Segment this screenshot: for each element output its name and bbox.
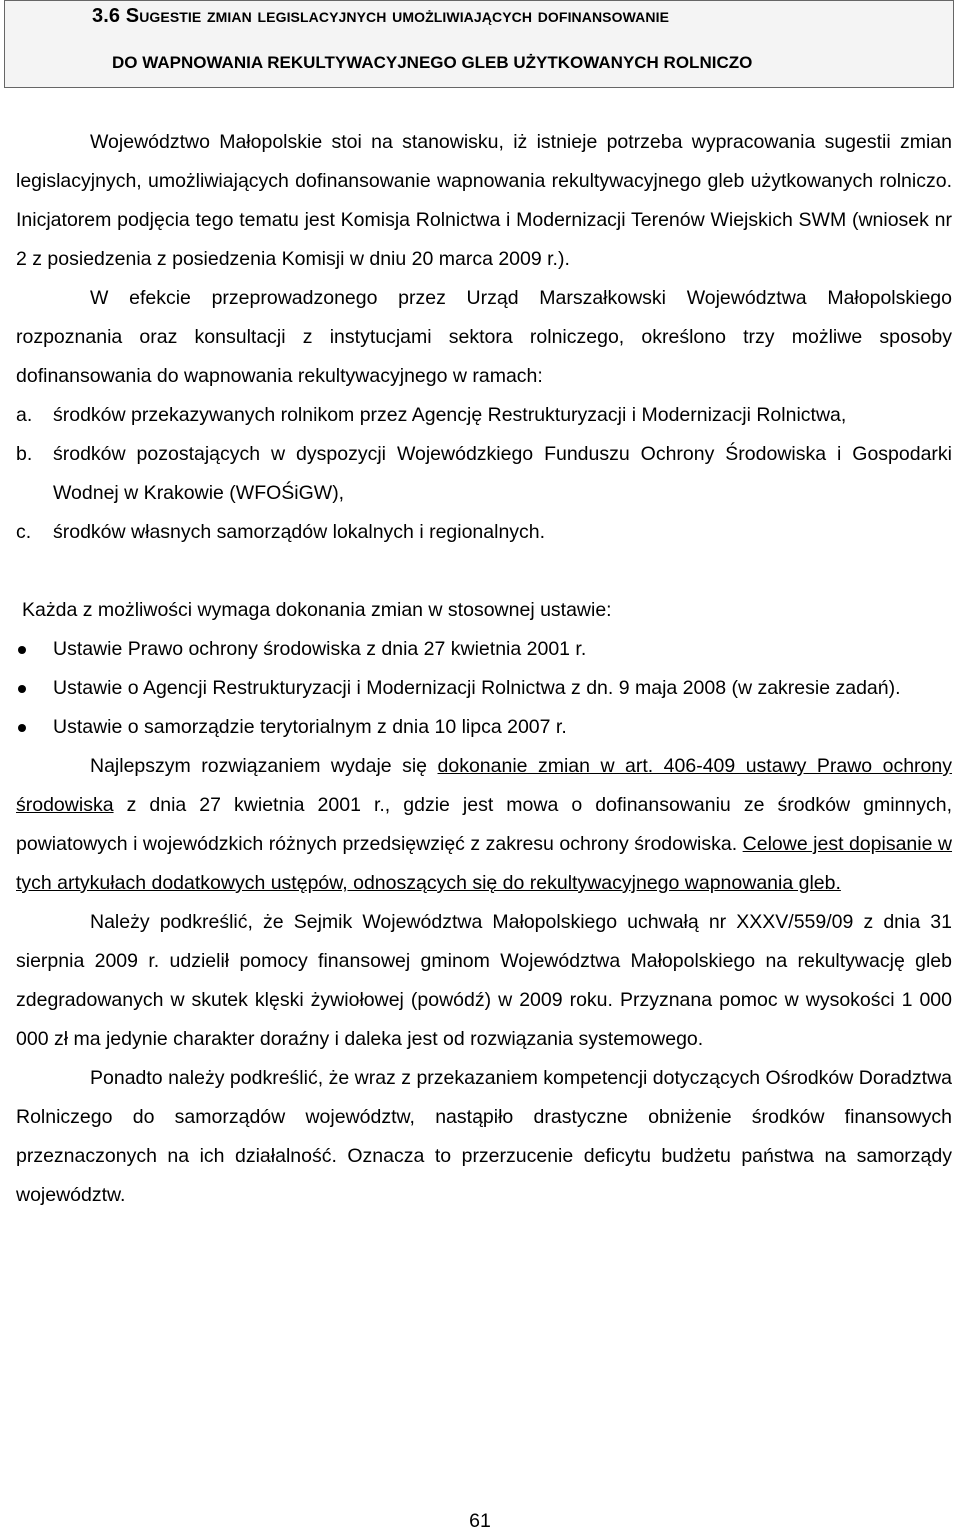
bullet-icon [18,724,26,732]
underlined-text: dokonanie zmian w art. 406-409 ustawy Prawo ochrony środowiska [16,755,952,816]
list-item-text: Ustawie o samorządzie terytorialnym z dnia 10 lipca 2007 r. [53,716,567,738]
laws-list [16,630,952,747]
list-item-text: Ustawie o Agencji Restrukturyzacji i Modernizacji Rolnictwa z dn. 9 maja 2008 (w zakresie zadań). [53,677,901,699]
bullet-icon [18,685,26,693]
list-marker: b. [16,443,33,465]
paragraph-sejmik-resolution: Należy podkreślić, że Sejmik Województwa Małopolskiego uchwałą nr XXXV/559/09 z dnia 31 sierpnia 2009 r. udzielił pomocy finansowej gminom Województwa Małopolskiego na rekultywację gleb zdegradowanych w skutek klęski żywiołowej (powódź) w 2009 roku. Przyznana pomoc w wysokości 1 000 000 zł ma jedynie charakter doraźny i daleka jest od rozwiązania systemowego. [16,911,952,1050]
list-item [16,630,952,669]
list-item-text: środków pozostających w dyspozycji Wojewódzkiego Funduszu Ochrony Środowiska i Gospodarki Wodnej w Krakowie (WFOŚiGW), [53,443,952,504]
financing-options-list [16,396,952,552]
list-item-text: Ustawie Prawo ochrony środowiska z dnia 27 kwietnia 2001 r. [53,638,587,660]
page-number: 61 [469,1510,491,1532]
list-item [16,513,952,552]
list-item-text: środków przekazywanych rolnikom przez Agencję Restrukturyzacji i Modernizacji Rolnictwa, [53,404,847,426]
list-item [16,396,952,435]
list-item [16,669,952,708]
paragraph-best-solution [16,747,952,903]
paragraph-consultation-result: W efekcie przeprowadzonego przez Urząd Marszałkowski Województwa Małopolskiego rozpoznania oraz konsultacji z instytucjami sektora rolniczego, określono trzy możliwe sposoby dofinansowania do wapnowania rekultywacyjnego w ramach: [16,287,952,387]
text-run: Najlepszym rozwiązaniem wydaje się [90,755,438,777]
section-heading-line-1: 3.6 Sugestie zmian legislacyjnych umożliwiających dofinansowanie [92,5,670,27]
list-item [16,435,952,513]
spacer [16,552,952,591]
list-marker: a. [16,404,33,426]
text-run: z dnia 27 kwietnia 2001 r., gdzie jest mowa o dofinansowaniu ze środków gminnych, powiatowych i wojewódzkich różnych przedsięwzięć z zakresu ochrony środowiska. [16,794,952,855]
section-heading-box [4,0,954,88]
list-item [16,708,952,747]
document-body [16,123,952,1215]
list-marker: c. [16,521,32,543]
underlined-text: Celowe jest dopisanie w tych artykułach dodatkowych ustępów, odnoszących się do rekultywacyjnego wapnowania gleb. [16,833,953,894]
laws-intro: Każda z możliwości wymaga dokonania zmian w stosownej ustawie: [22,599,612,621]
section-heading-line-2: DO WAPNOWANIA REKULTYWACYJNEGO GLEB UŻYTKOWANYCH ROLNICZO [112,53,753,72]
paragraph-position-statement: Województwo Małopolskie stoi na stanowisku, iż istnieje potrzeba wypracowania sugestii zmian legislacyjnych, umożliwiających dofinansowanie wapnowania rekultywacyjnego gleb użytkowanych rolniczo. Inicjatorem podjęcia tego tematu jest Komisja Rolnictwa i Modernizacji Terenów Wiejskich SWM (wniosek nr 2 z posiedzenia z posiedzenia Komisji w dniu 20 marca 2009 r.). [16,131,952,270]
bullet-icon [18,646,26,654]
list-item-text: środków własnych samorządów lokalnych i regionalnych. [53,521,546,543]
paragraph-deficit: Ponadto należy podkreślić, że wraz z przekazaniem kompetencji dotyczących Ośrodków Doradztwa Rolniczego do samorządów województw, nastąpiło drastyczne obniżenie środków finansowych przeznaczonych na ich działalność. Oznacza to przerzucenie deficytu budżetu państwa na samorządy województw. [16,1067,952,1206]
